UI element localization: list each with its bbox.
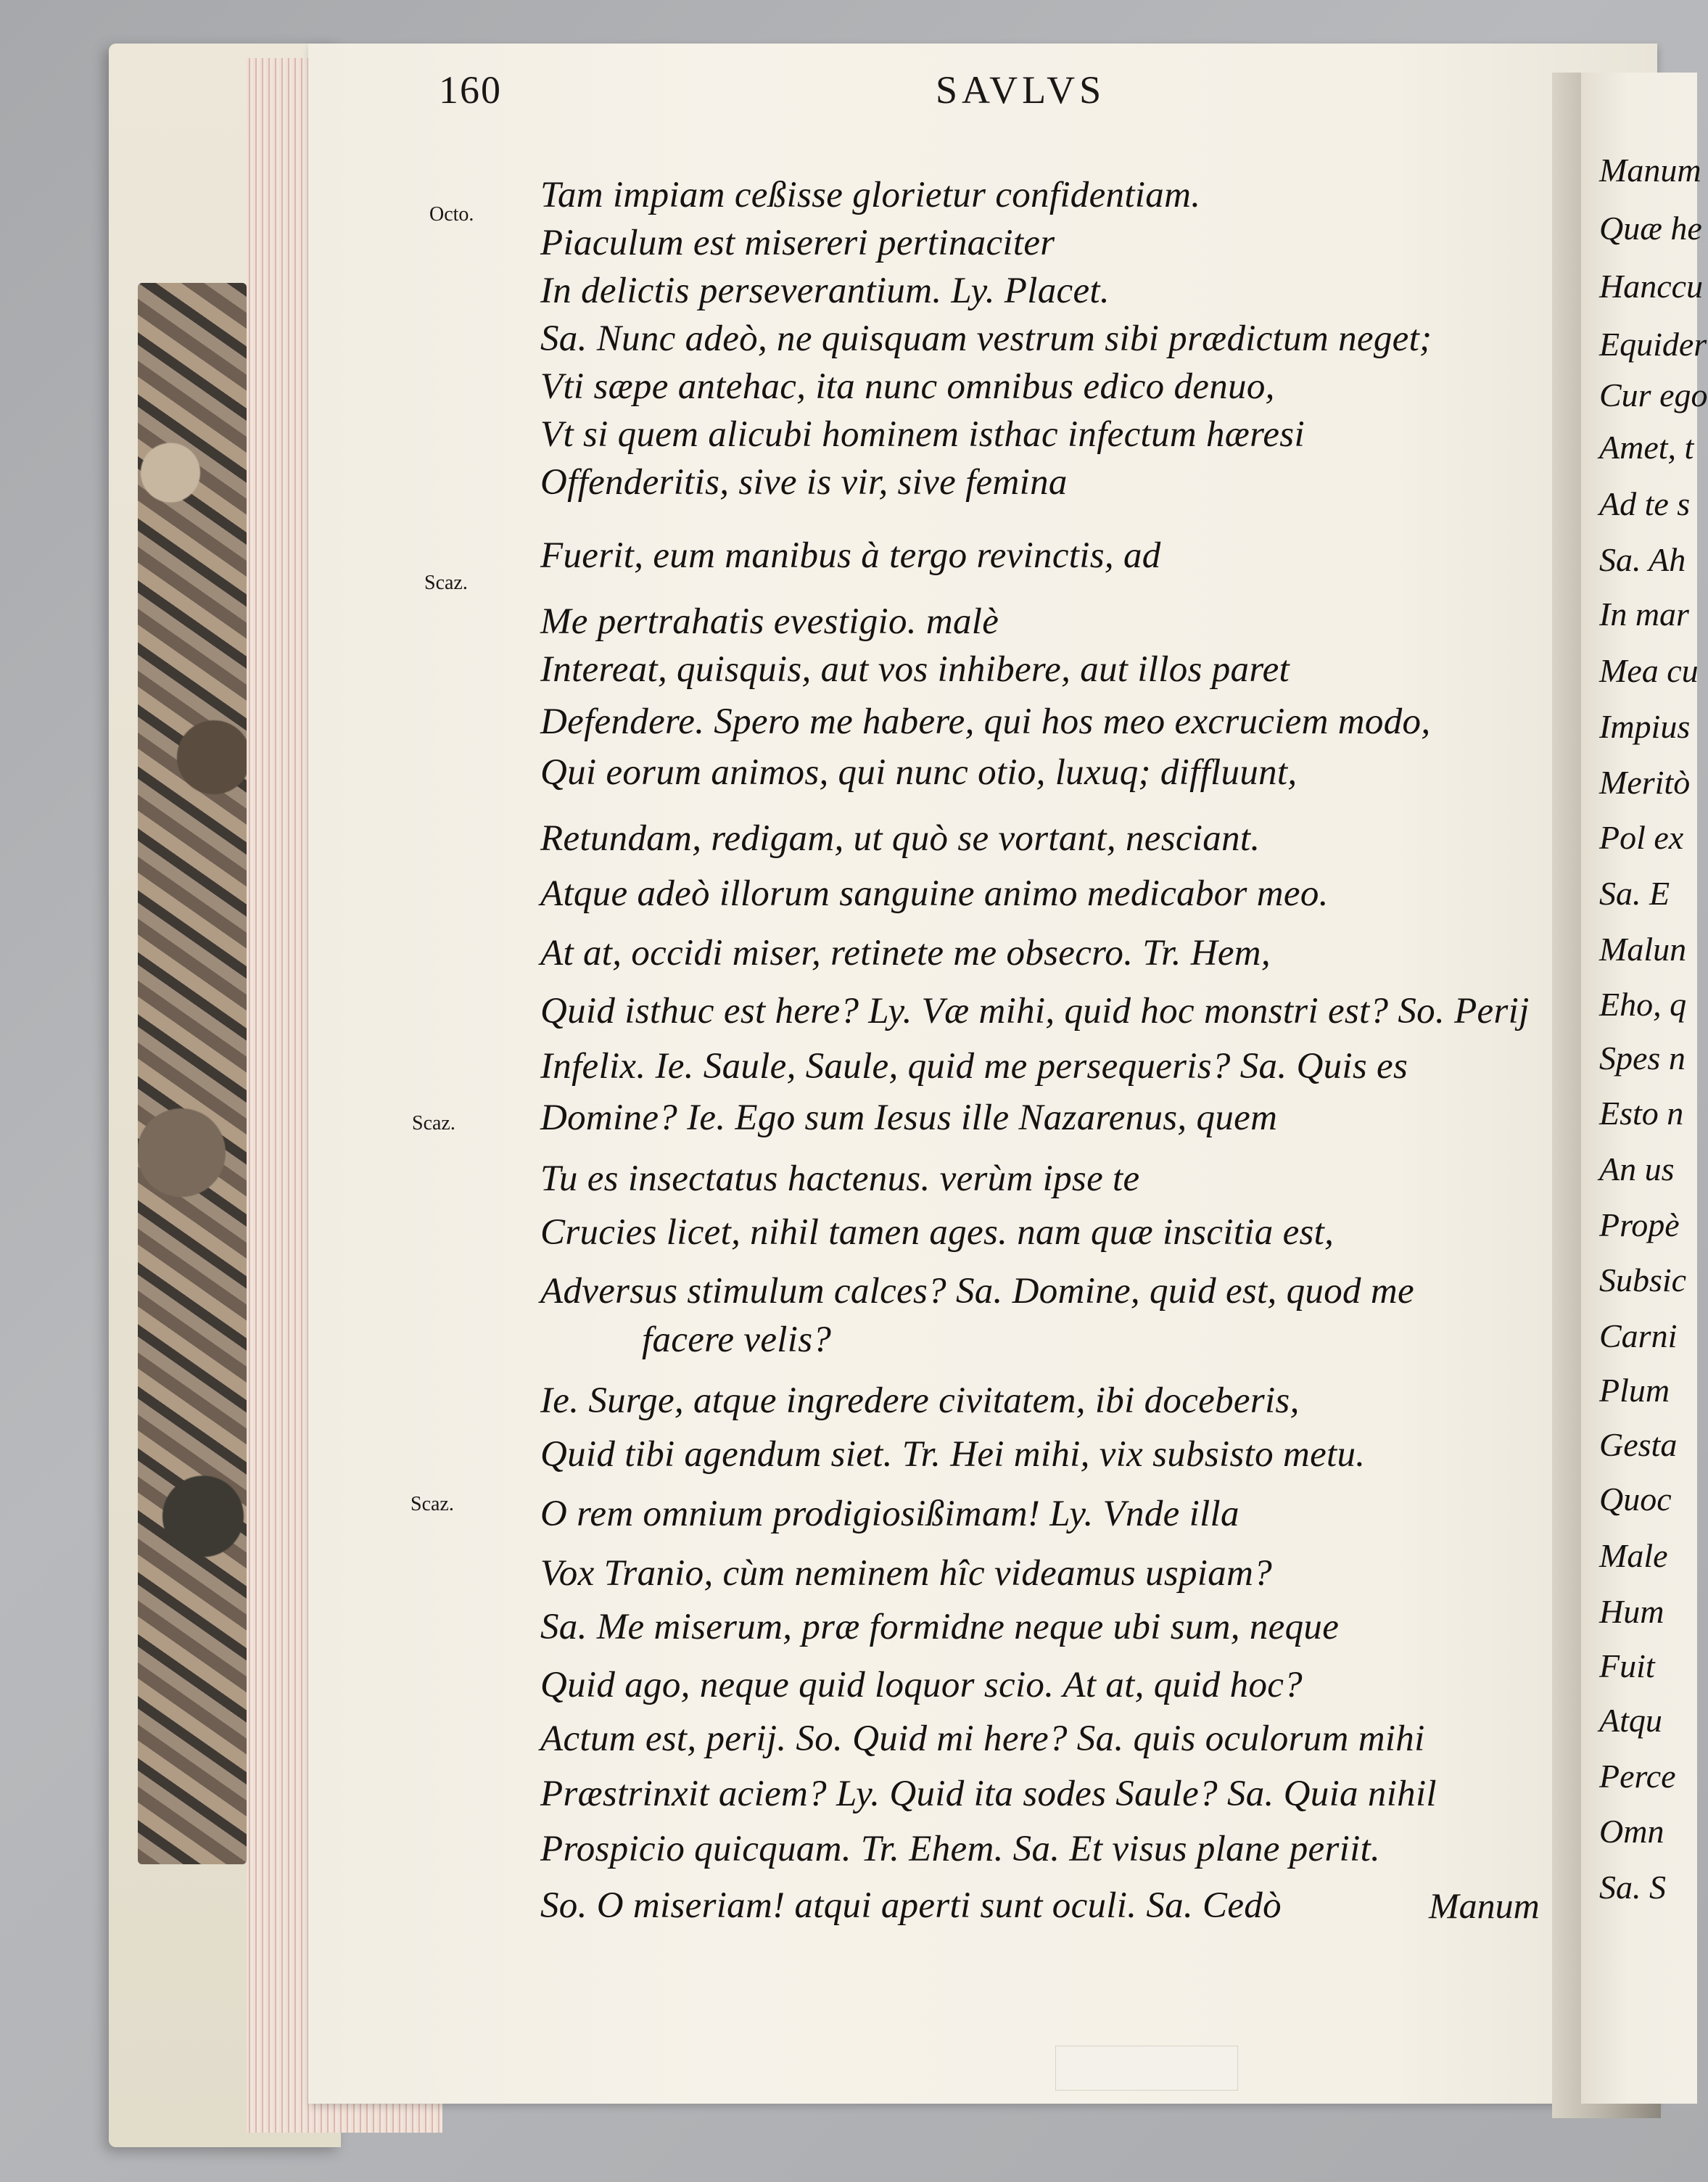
text-line: Quid isthuc est here? Ly. Væ mihi, quid hoc monstri est? So. Perij [540, 991, 1530, 1032]
text-line: Vox Tranio, cùm neminem hîc videamus uspiam? [540, 1553, 1272, 1594]
text-line: Tam impiam ceßisse glorietur confidentiam. [540, 175, 1201, 215]
text-line: So. O miseriam! atqui aperti sunt oculi. Sa. Cedò [540, 1885, 1282, 1926]
text-line: Infelix. Ie. Saule, Saule, quid me persequeris? Sa. Quis es [540, 1046, 1408, 1087]
facing-page-line: Perce [1599, 1758, 1676, 1795]
text-line: Vt si quem alicubi hominem isthac infectum hæresi [540, 414, 1305, 455]
text-line: Ie. Surge, atque ingredere civitatem, ibi doceberis, [540, 1380, 1300, 1421]
facing-page-line: Manum [1599, 152, 1701, 189]
facing-page-line: Propè [1599, 1206, 1680, 1243]
facing-page-line: Sa. S [1599, 1869, 1666, 1906]
catchword: Manum [1429, 1885, 1540, 1926]
margin-note: Octo. [429, 203, 474, 226]
text-line: Piaculum est misereri pertinaciter [540, 223, 1055, 263]
facing-page-line: In mar [1599, 596, 1689, 633]
text-line: Quid ago, neque quid loquor scio. At at, quid hoc? [540, 1665, 1303, 1705]
text-line: Offenderitis, sive is vir, sive femina [540, 462, 1068, 503]
text-line: Sa. Me miserum, præ formidne neque ubi sum, neque [540, 1607, 1340, 1647]
facing-page-line: Omn [1599, 1813, 1664, 1850]
text-line: Fuerit, eum manibus à tergo revinctis, ad [540, 535, 1161, 576]
facing-page-line: Pol ex [1599, 819, 1684, 856]
margin-note: Scaz. [424, 572, 468, 594]
facing-page-line: Ad te s [1599, 485, 1691, 522]
text-line: Crucies licet, nihil tamen ages. nam quæ inscitia est, [540, 1212, 1334, 1253]
text-line: Tu es insectatus hactenus. verùm ipse te [540, 1158, 1140, 1199]
facing-page-line: Atqu [1599, 1702, 1662, 1739]
facing-page-line: Quoc [1599, 1481, 1672, 1518]
running-title: SAVLVS [936, 68, 1106, 112]
text-line: Qui eorum animos, qui nunc otio, luxuq; diffluunt, [540, 752, 1297, 793]
text-line: Præstrinxit aciem? Ly. Quid ita sodes Saule? Sa. Quia nihil [540, 1774, 1437, 1814]
facing-page-line: Fuit [1599, 1647, 1655, 1684]
text-line: In delictis perseverantium. Ly. Placet. [540, 271, 1110, 311]
text-line: Intereat, quisquis, aut vos inhibere, aut illos paret [540, 649, 1290, 690]
text-line: O rem omnium prodigiosißimam! Ly. Vnde illa [540, 1494, 1239, 1534]
facing-page-line: Cur ego [1599, 376, 1708, 413]
margin-note: Scaz. [411, 1493, 454, 1515]
facing-page-line: Sa. Ah [1599, 541, 1686, 578]
facing-page-line: An us [1599, 1150, 1675, 1187]
text-line: Domine? Ie. Ego sum Iesus ille Nazarenus, quem [540, 1098, 1278, 1138]
facing-page-line: Subsic [1599, 1261, 1687, 1298]
facing-page-line: Mea cu [1599, 652, 1699, 689]
facing-page-line: Meritò [1599, 764, 1691, 801]
text-line: At at, occidi miser, retinete me obsecro. Tr. Hem, [540, 933, 1271, 973]
facing-page-line: Sa. E [1599, 875, 1670, 912]
text-line: facere velis? [642, 1320, 832, 1360]
facing-page-line: Equider [1599, 326, 1707, 363]
facing-page-line: Eho, q [1599, 986, 1687, 1023]
facing-page-line: Carni [1599, 1317, 1678, 1354]
facing-page-line: Impius [1599, 708, 1691, 745]
facing-page-line: Gesta [1599, 1426, 1678, 1463]
facing-page-line: Hanccu [1599, 268, 1704, 305]
facing-page-line: Quæ he [1599, 210, 1702, 247]
text-line: Retundam, redigam, ut quò se vortant, nesciant. [540, 818, 1261, 859]
text-line: Prospicio quicquam. Tr. Ehem. Sa. Et visus plane periit. [540, 1829, 1381, 1869]
margin-note: Scaz. [412, 1112, 455, 1135]
facing-page-line: Esto n [1599, 1095, 1684, 1132]
text-line: Atque adeò illorum sanguine animo medicabor meo. [540, 873, 1329, 914]
facing-page-line: Hum [1599, 1593, 1664, 1630]
marbled-cover-pattern [138, 283, 247, 1864]
page-number: 160 [439, 68, 502, 112]
facing-page-line: Spes n [1599, 1039, 1686, 1076]
facing-page-line: Amet, t [1599, 429, 1694, 466]
facing-page-line: Malun [1599, 931, 1687, 968]
text-line: Adversus stimulum calces? Sa. Domine, quid est, quod me [540, 1271, 1414, 1312]
text-line: Defendere. Spero me habere, qui hos meo excruciem modo, [540, 701, 1431, 742]
library-label [1055, 2046, 1238, 2091]
facing-page-line: Male [1599, 1537, 1668, 1574]
text-line: Me pertrahatis evestigio. malè [540, 601, 999, 642]
text-line: Quid tibi agendum siet. Tr. Hei mihi, vix subsisto metu. [540, 1434, 1366, 1475]
text-line: Actum est, perij. So. Quid mi here? Sa. quis oculorum mihi [540, 1718, 1425, 1759]
facing-page-line: Plum [1599, 1372, 1670, 1409]
text-line: Sa. Nunc adeò, ne quisquam vestrum sibi prædictum neget; [540, 318, 1432, 359]
text-line: Vti sæpe antehac, ita nunc omnibus edico denuo, [540, 366, 1275, 407]
